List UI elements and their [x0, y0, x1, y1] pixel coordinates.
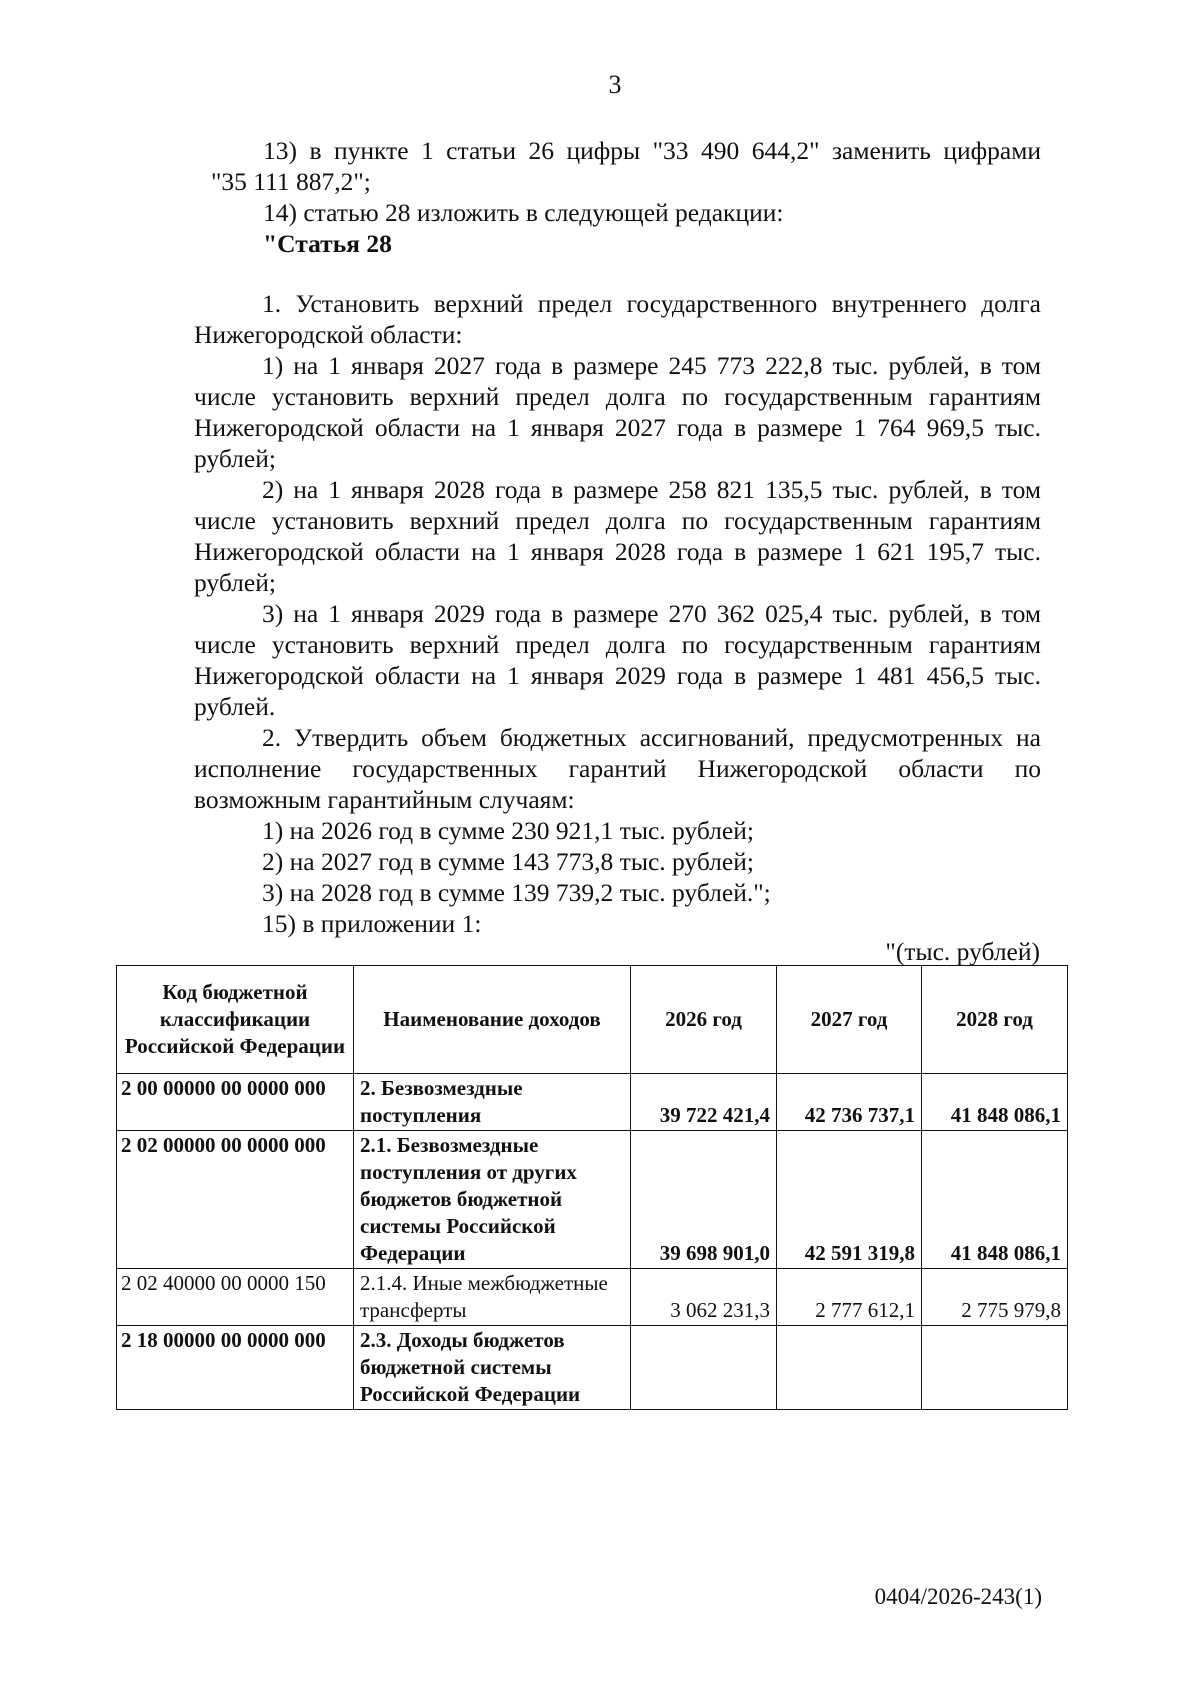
table-row	[117, 1074, 1068, 1131]
row-value-2027: 42 591 319,8	[777, 1131, 922, 1269]
article-title: "Статья 28	[263, 229, 392, 258]
table-row	[117, 1326, 1068, 1410]
row-value-2026: 39 698 901,0	[631, 1131, 777, 1269]
para-1-sub-1: 1) на 1 января 2027 года в размере 245 773 222,8 тыс. рублей, в том числе установить верхний предел долга по государственным гарантиям Нижегородской области на 1 января 2027 года в размере 1 764 969,5 тыс. рублей;	[194, 351, 1041, 473]
para-2-sub-1: 1) на 2026 год в сумме 230 921,1 тыс. рублей;	[262, 816, 754, 845]
row-code: 2 02 00000 00 0000 000	[117, 1131, 354, 1269]
para-2-sub-2: 2) на 2027 год в сумме 143 773,8 тыс. рублей;	[262, 847, 754, 876]
table-header-row	[117, 966, 1068, 1074]
para-2-sub-3: 3) на 2028 год в сумме 139 739,2 тыс. рублей.";	[262, 878, 771, 907]
row-value-2027: 42 736 737,1	[777, 1074, 922, 1131]
page-number: 3	[608, 70, 622, 99]
amendment-item-14: 14) статью 28 изложить в следующей редакции:	[263, 198, 784, 227]
para-2-intro: 2. Утвердить объем бюджетных ассигнований, предусмотренных на исполнение государственных гарантий Нижегородской области по возможным гарантийным случаям:	[194, 723, 1041, 814]
document-id: 0404/2026-243(1)	[874, 1584, 1042, 1609]
article-28-body	[194, 288, 1041, 939]
row-name: 2.3. Доходы бюджетов бюджетной системы Российской Федерации	[354, 1326, 631, 1410]
row-name: 2. Безвозмездные поступления	[354, 1074, 631, 1131]
header-2026: 2026 год	[631, 966, 777, 1074]
table-row	[117, 1269, 1068, 1326]
header-code: Код бюджетной классификации Российской Федерации	[117, 966, 354, 1074]
row-name: 2.1. Безвозмездные поступления от других бюджетов бюджетной системы Российской Федерации	[354, 1131, 631, 1269]
header-2027: 2027 год	[777, 966, 922, 1074]
para-1-sub-3: 3) на 1 января 2029 года в размере 270 362 025,4 тыс. рублей, в том числе установить верхний предел долга по государственным гарантиям Нижегородской области на 1 января 2029 года в размере 1 481 456,5 тыс. рублей.	[194, 599, 1041, 721]
para-1-intro: 1. Установить верхний предел государственного внутреннего долга Нижегородской области:	[194, 289, 1041, 349]
row-value-2026: 3 062 231,3	[631, 1269, 777, 1326]
row-value-2027: 2 777 612,1	[777, 1269, 922, 1326]
row-name: 2.1.4. Иные межбюджетные трансферты	[354, 1269, 631, 1326]
row-code: 2 00 00000 00 0000 000	[117, 1074, 354, 1131]
amendment-item-13	[211, 135, 1041, 259]
units-label: "(тыс. рублей)	[885, 937, 1040, 966]
header-name: Наименование доходов	[354, 966, 631, 1074]
item-13-line-1: 13) в пункте 1 статьи 26 цифры "33 490 644,2" заменить цифрами	[263, 136, 1041, 165]
row-code: 2 18 00000 00 0000 000	[117, 1326, 354, 1410]
para-1-sub-2: 2) на 1 января 2028 года в размере 258 821 135,5 тыс. рублей, в том числе установить верхний предел долга по государственным гарантиям Нижегородской области на 1 января 2028 года в размере 1 621 195,7 тыс. рублей;	[194, 475, 1041, 597]
amendment-item-15: 15) в приложении 1:	[262, 909, 482, 938]
row-value-2027	[777, 1326, 922, 1410]
row-value-2026: 39 722 421,4	[631, 1074, 777, 1131]
header-2028: 2028 год	[922, 966, 1068, 1074]
row-value-2028: 2 775 979,8	[922, 1269, 1068, 1326]
row-value-2028: 41 848 086,1	[922, 1074, 1068, 1131]
row-value-2028: 41 848 086,1	[922, 1131, 1068, 1269]
table-row	[117, 1131, 1068, 1269]
row-code: 2 02 40000 00 0000 150	[117, 1269, 354, 1326]
income-table	[116, 965, 1068, 1410]
item-13-line-2: "35 111 887,2";	[211, 167, 371, 196]
row-value-2026	[631, 1326, 777, 1410]
row-value-2028	[922, 1326, 1068, 1410]
